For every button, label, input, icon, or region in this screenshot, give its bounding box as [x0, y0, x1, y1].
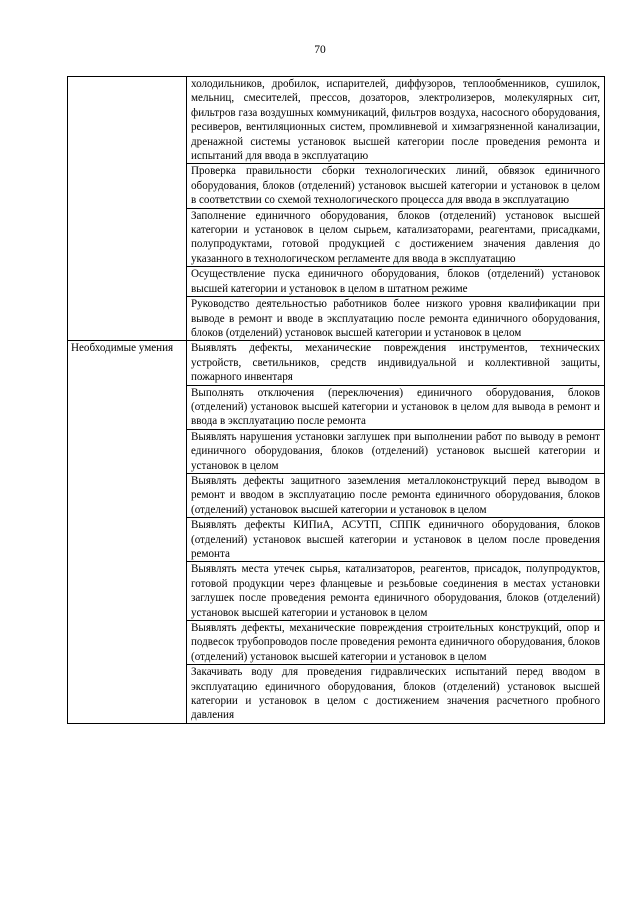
table-row — [68, 341, 605, 385]
requirements-table — [67, 76, 605, 724]
table-cell: Осуществление пуска единичного оборудования, блоков (отделений) установок высшей категории и установок в целом в штатном режиме — [187, 267, 605, 297]
table-cell: Выявлять нарушения установки заглушек при выполнении работ по выводу в ремонт единичного оборудования, блоков (отделений) установок высшей категории и установок в целом — [187, 429, 605, 473]
table-cell: Выявлять дефекты защитного заземления металлоконструкций перед выводом в ремонт и вводом в эксплуатацию после ремонта единичного оборудования, блоков (отделений) установок высшей категории и установок в целом — [187, 473, 605, 517]
page-number: 70 — [314, 44, 326, 56]
table-body — [68, 77, 605, 724]
table-cell: Руководство деятельностью работников более низкого уровня квалификации при выводе в ремонт и вводе в эксплуатацию после ремонта единичного оборудования, блоков (отделений) установок высшей категории и установок в целом — [187, 297, 605, 341]
table-cell: холодильников, дробилок, испарителей, диффузоров, теплообменников, сушилок, мельниц, смесителей, прессов, дозаторов, электролизеров, молекулярных сит, фильтров газа воздушных коммуникаций, фильтров воздуха, насосного оборудования, ресиверов, вентиляционных систем, промливневой и химзагрязненной канализации, дренажной системы установок высшей категории после проведения ремонта и испытаний для ввода в эксплуатацию — [187, 77, 605, 164]
row-label — [68, 77, 187, 341]
table-cell: Проверка правильности сборки технологических линий, обвязок единичного оборудования, блоков (отделений) установок высшей категории и установок в целом в соответствии со схемой технологического процесса для ввода в эксплуатацию — [187, 164, 605, 208]
table-cell: Выявлять дефекты, механические повреждения инструментов, технических устройств, светильников, средств индивидуальной и коллективной защиты, пожарного инвентаря — [187, 341, 605, 385]
table-cell: Выполнять отключения (переключения) единичного оборудования, блоков (отделений) установок высшей категории и установок в целом для вывода в ремонт и ввода в эксплуатацию после ремонта — [187, 385, 605, 429]
table-cell: Заполнение единичного оборудования, блоков (отделений) установок высшей категории и установок в целом сырьем, катализаторами, реагентами, присадками, полупродуктами, готовой продукцией с достижением значения давления до указанного в технологическом регламенте для ввода в эксплуатацию — [187, 208, 605, 267]
table-cell: Закачивать воду для проведения гидравлических испытаний перед вводом в эксплуатацию единичного оборудования, блоков (отделений) установок высшей категории и установок в целом с достижением значения расчетного пробного давления — [187, 665, 605, 724]
table-cell: Выявлять дефекты КИПиА, АСУТП, СППК единичного оборудования, блоков (отделений) установок высшей категории и установок в целом после проведения ремонта — [187, 518, 605, 562]
table-row — [68, 77, 605, 164]
table-cell: Выявлять места утечек сырья, катализаторов, реагентов, присадок, полупродуктов, готовой продукции через фланцевые и резьбовые соединения в местах установки заглушек после проведения ремонта единичного оборудования, блоков (отделений) установок высшей категории и установок в целом — [187, 562, 605, 621]
row-label-skills: Необходимые умения — [68, 341, 187, 724]
table-cell: Выявлять дефекты, механические повреждения строительных конструкций, опор и подвесок трубопроводов после проведения ремонта единичного оборудования, блоков (отделений) установок высшей категории и установок в целом — [187, 621, 605, 665]
